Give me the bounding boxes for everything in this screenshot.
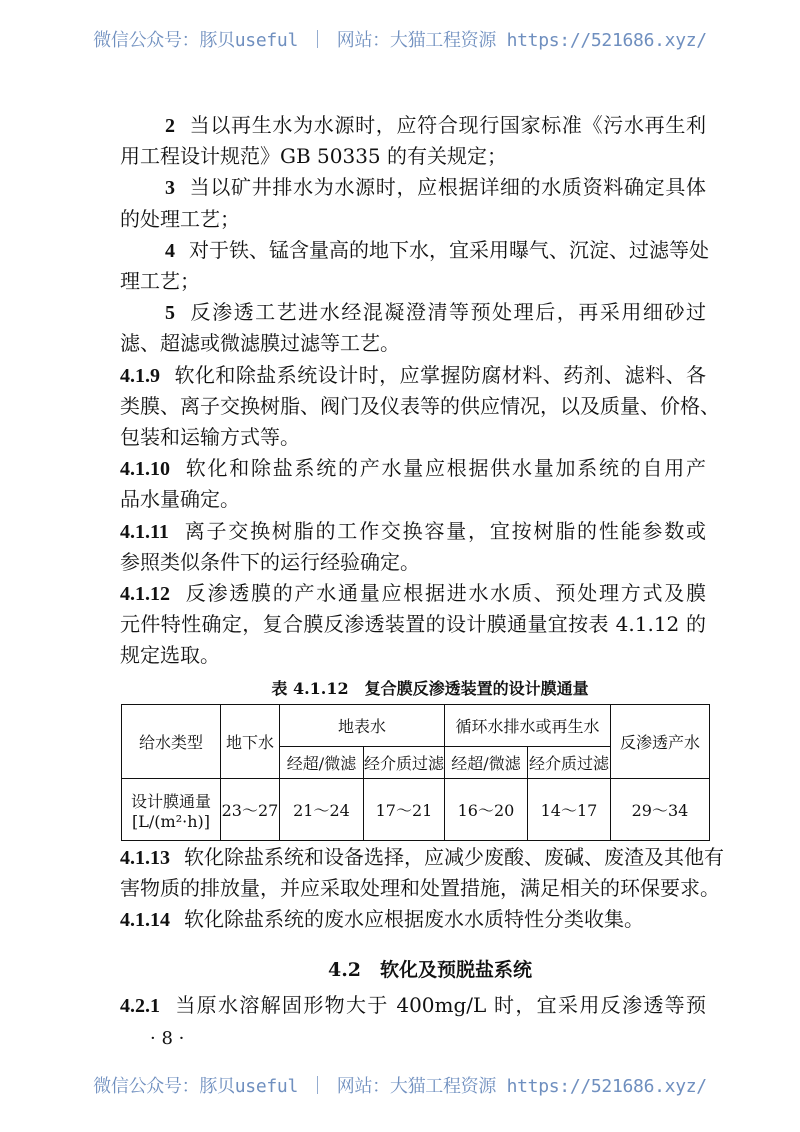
- table-row: [122, 779, 710, 841]
- watermark-bottom: 微信公众号：豚贝useful ｜ 网站：大猫工程资源 https://521686.xyz/: [93, 1076, 707, 1097]
- paragraph-line: 元件特性确定，复合膜反渗透装置的设计膜通量宜按表 4.1.12 的: [120, 612, 706, 637]
- paragraph-line: 参照类似条件下的运行经验确定。: [120, 549, 420, 574]
- paragraph-line: 4 对于铁、锰含量高的地下水，宜采用曝气、沉淀、过滤等处: [165, 237, 709, 262]
- subheader: 经介质过滤: [364, 747, 445, 779]
- paragraph-line: 害物质的排放量，并应采取处理和处置措施，满足相关的环保要求。: [120, 876, 720, 900]
- paragraph-line: 2 当以再生水为水源时，应符合现行国家标准《污水再生利: [165, 113, 706, 137]
- header-ground: 地下水: [221, 705, 280, 779]
- paragraph-line: 4.2.1 当原水溶解固形物大于 400mg/L 时，宜采用反渗透等预: [120, 993, 706, 1017]
- page-number: · 8 ·: [150, 1028, 185, 1049]
- row-label: 设计膜通量 [L/(m²·h)]: [122, 779, 221, 841]
- paragraph-line: 4.1.13 软化除盐系统和设备选择，应减少废酸、废碱、废渣及其他有: [120, 845, 724, 869]
- paragraph-line: 4.1.11 离子交换树脂的工作交换容量，宜按树脂的性能参数或: [120, 518, 706, 543]
- paragraph-line: 类膜、离子交换树脂、阀门及仪表等的供应情况，以及质量、价格、: [120, 393, 720, 418]
- cell: 17～21: [364, 779, 445, 841]
- paragraph-line: 包装和运输方式等。: [120, 425, 300, 449]
- cell: 14～17: [528, 779, 611, 841]
- paragraph-line: 滤、超滤或微滤膜过滤等工艺。: [120, 331, 400, 356]
- paragraph-line: 4.1.14 软化除盐系统的废水应根据废水水质特性分类收集。: [120, 907, 644, 931]
- subheader: 经介质过滤: [528, 747, 611, 779]
- membrane-flux-table: [121, 704, 710, 841]
- paragraph-line: 用工程设计规范》GB 50335 的有关规定；: [120, 144, 508, 169]
- paragraph-line: 理工艺；: [120, 269, 200, 293]
- paragraph-line: 的处理工艺；: [120, 206, 240, 231]
- cell: 29～34: [611, 779, 710, 841]
- watermark-top: 微信公众号：豚贝useful ｜ 网站：大猫工程资源 https://521686.xyz/: [93, 30, 707, 51]
- paragraph-line: 3 当以矿井排水为水源时，应根据详细的水质资料确定具体: [165, 175, 706, 200]
- paragraph-line: 5 反渗透工艺进水经混凝澄清等预处理后，再采用细砂过: [165, 300, 706, 325]
- header-recycle: 循环水排水或再生水: [445, 705, 611, 747]
- subheader: 经超/微滤: [445, 747, 528, 779]
- paragraph-line: 4.1.9 软化和除盐系统设计时，应掌握防腐材料、药剂、滤料、各: [120, 362, 706, 387]
- header-type: 给水类型: [122, 705, 221, 779]
- header-ro: 反渗透产水: [611, 705, 710, 779]
- cell: 23～27: [221, 779, 280, 841]
- paragraph-line: 品水量确定。: [120, 487, 240, 512]
- cell: 21～24: [280, 779, 364, 841]
- section-heading: 4.2 软化及预脱盐系统: [327, 959, 533, 981]
- table-caption: 表 4.1.12 复合膜反渗透装置的设计膜通量: [271, 679, 589, 698]
- cell: 16～20: [445, 779, 528, 841]
- subheader: 经超/微滤: [280, 747, 364, 779]
- header-surface: 地表水: [280, 705, 445, 747]
- paragraph-line: 4.1.12 反渗透膜的产水通量应根据进水水质、预处理方式及膜: [120, 581, 706, 605]
- paragraph-line: 规定选取。: [120, 643, 220, 668]
- paragraph-line: 4.1.10 软化和除盐系统的产水量应根据供水量加系统的自用产: [120, 456, 706, 481]
